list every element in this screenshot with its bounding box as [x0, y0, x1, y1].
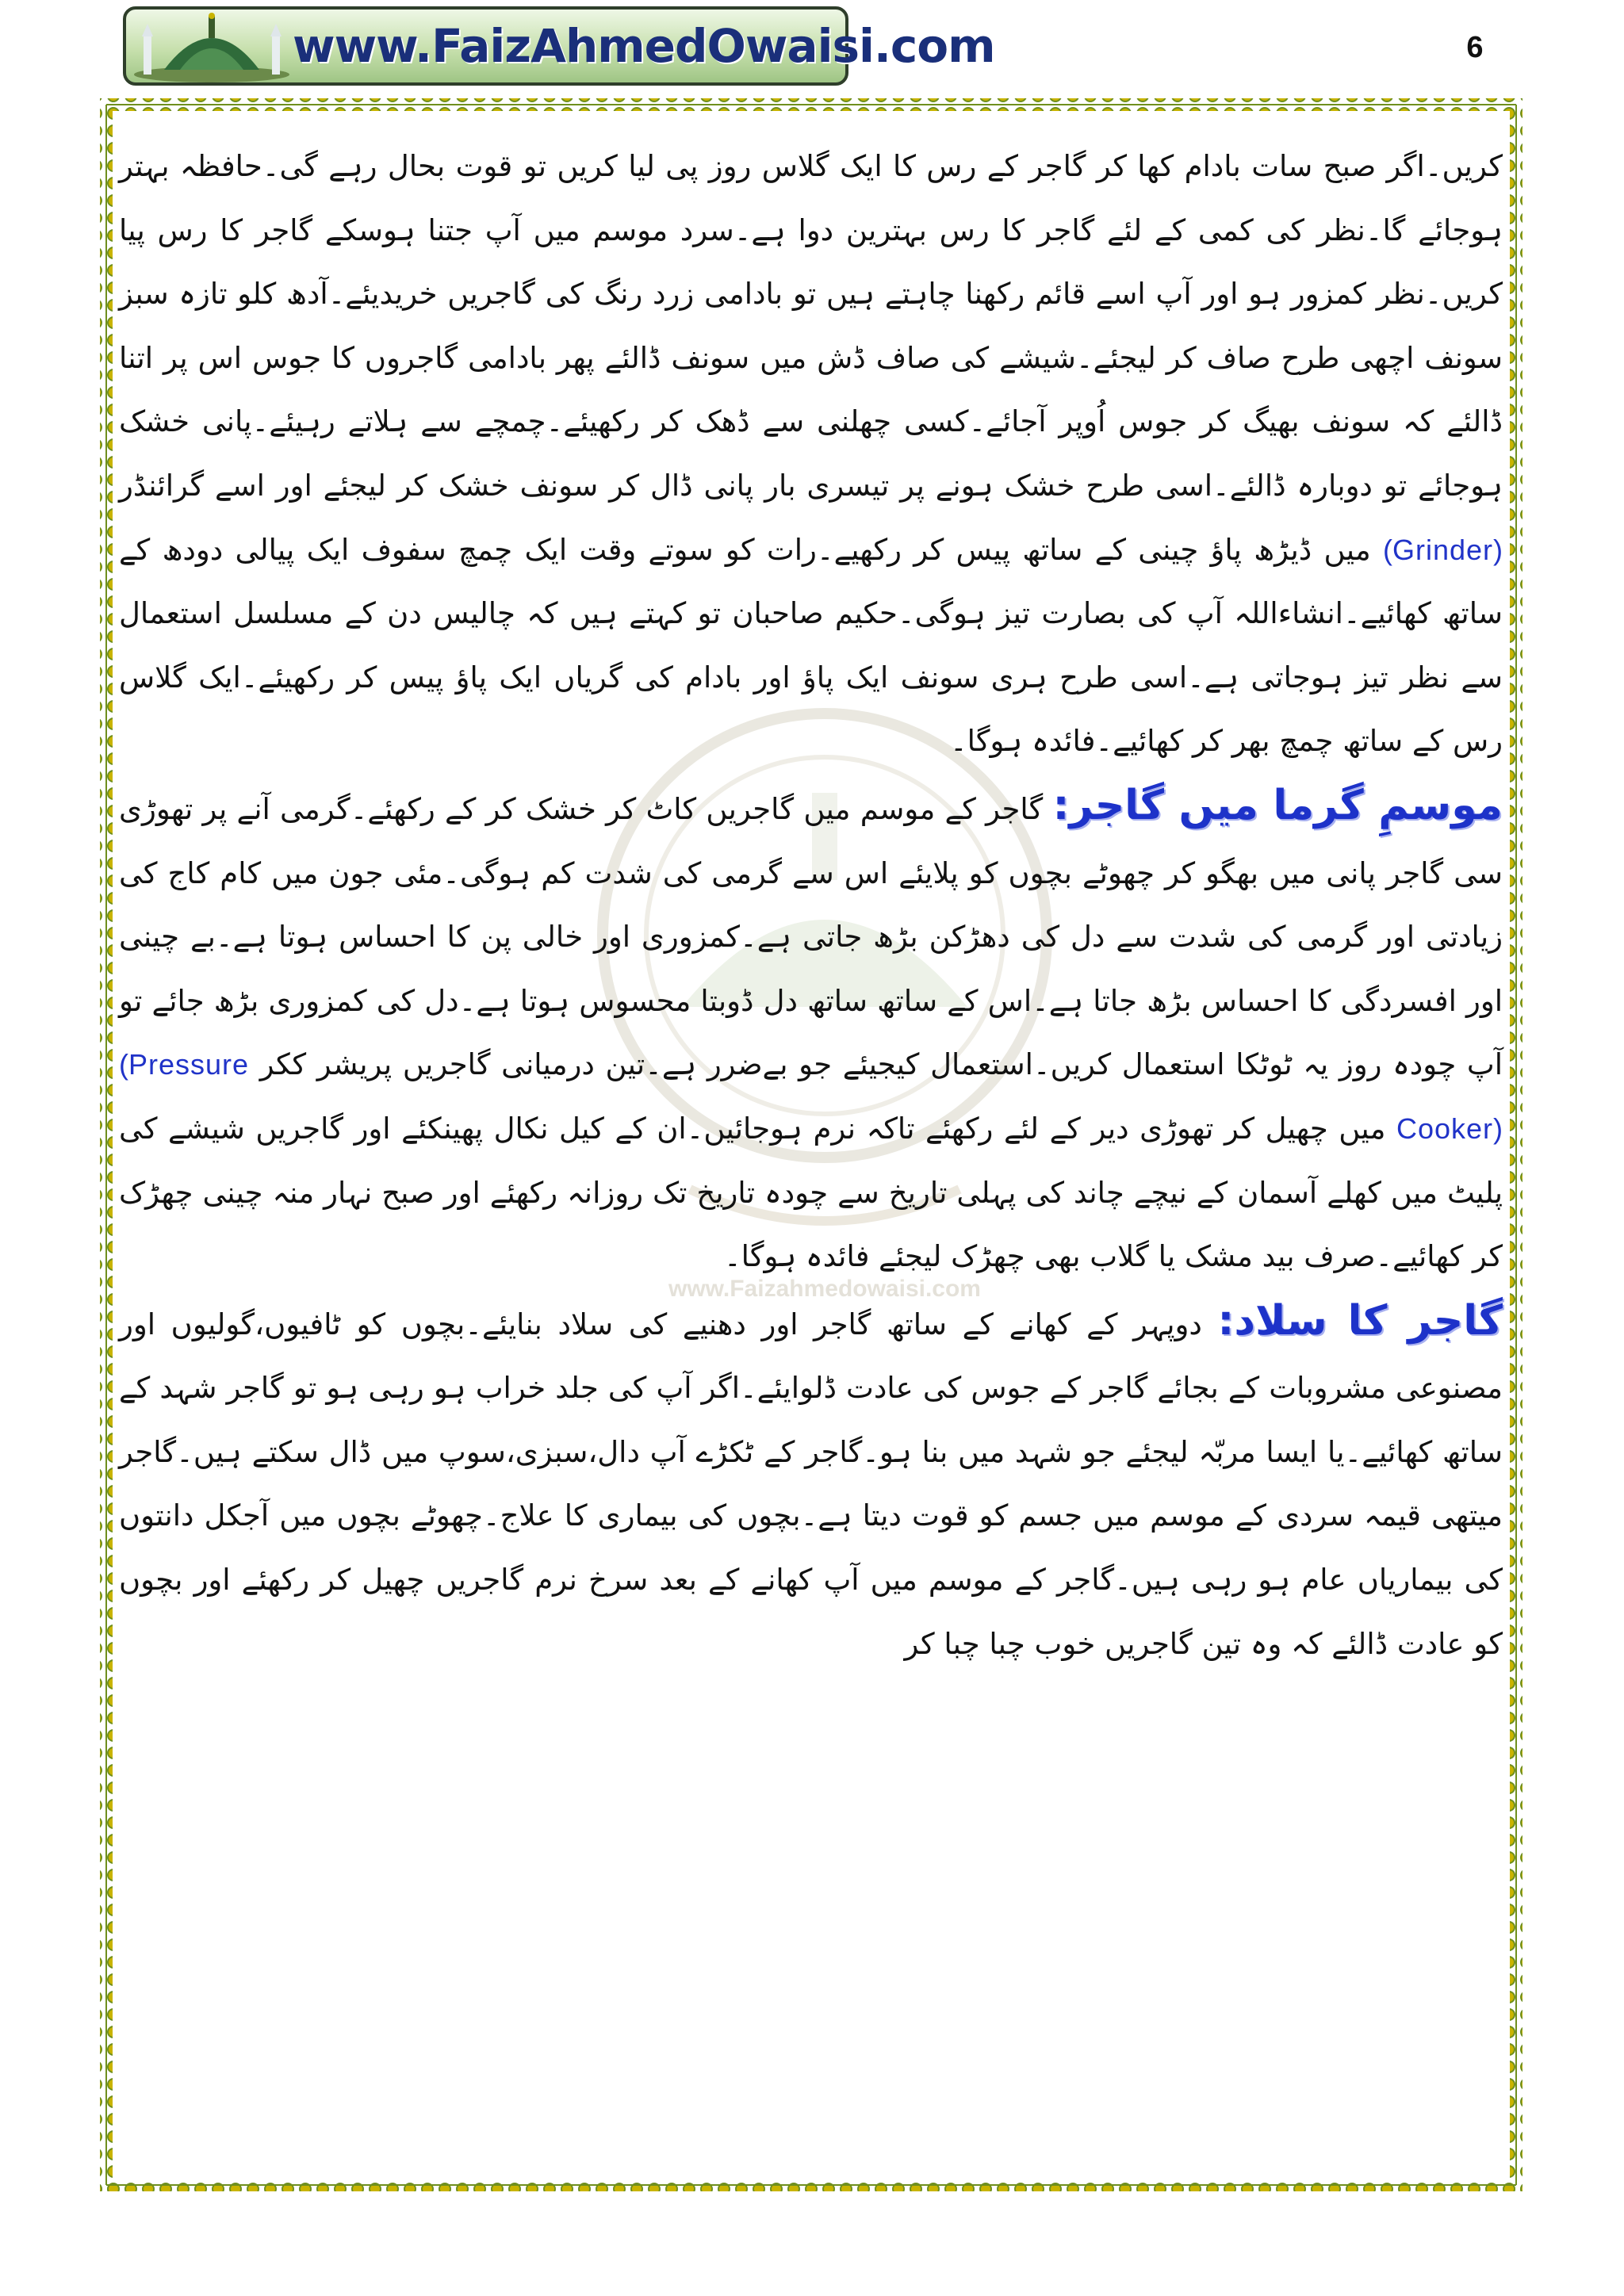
- paragraph-eyesight: [119, 135, 1503, 774]
- section-heading-carrot-salad: گاجر کا سلاد:: [1217, 1296, 1503, 1345]
- site-url[interactable]: www.FaizAhmedOwaisi.com: [293, 19, 995, 73]
- paragraph-salad: [119, 1289, 1503, 1677]
- paragraph-text: میں چھیل کر تھوڑی دیر کے لئے رکھئے تاکہ نرم ہوجائیں۔ان کے کیل نکال پھینکئے اور گاجریں شیشے کی پلیٹ میں کھلے آسمان کے نیچے چاند کی پہلی تاریخ سے چودہ تاریخ تک روزانہ رکھئے اور صبح نہار منہ چینی چھڑک کر کھائیے۔صرف بید مشک یا گلاب بھی چھڑک لیجئے فائدہ ہوگا۔: [119, 1111, 1503, 1274]
- paragraph-text: میں ڈیڑھ پاؤ چینی کے ساتھ پیس کر رکھیے۔رات کو سوتے وقت ایک چمچ سفوف ایک پیالی دودھ کے ساتھ کھائیے۔انشاءاللہ آپ کی بصارت تیز ہوگی۔حکیم صاحبان تو کہتے ہیں کہ چالیس دن کے مسلسل استعمال سے نظر تیز ہوجاتی ہے۔اسی طرح ہری سونف ایک پاؤ اور بادام کی گریاں ایک پاؤ پیس کر رکھیئے۔ایک گلاس رس کے ساتھ چمچ بھر کر کھائیے۔فائدہ ہوگا۔: [119, 532, 1503, 759]
- paragraph-summer: [119, 774, 1503, 1289]
- page-number: 6: [1466, 31, 1484, 64]
- header-banner[interactable]: [123, 6, 995, 86]
- paragraph-text: گاجر کے موسم میں گاجریں کاٹ کر خشک کر کے رکھئے۔گرمی آنے پر تھوڑی سی گاجر پانی میں بھگو کر چھوٹے بچوں کو پلایئے اس سے گرمی کی شدت کم ہوگی۔مئی جون میں کام کاج کی زیادتی اور گرمی کی شدت سے دل کی دھڑکن بڑھ جاتی ہے۔کمزوری اور خالی پن کا احساس ہوتا ہے۔بے چینی اور افسردگی کا احساس بڑھ جاتا ہے۔اس کے ساتھ ساتھ دل ڈوبتا محسوس ہوتا ہے۔دل کی کمزوری بڑھ جائے تو آپ چودہ روز یہ ٹوٹکا استعمال کریں۔استعمال کیجیئے جو بےضرر ہے۔تین درمیانی گاجریں پریشر ککر: [119, 791, 1503, 1082]
- paragraph-text: دوپہر کے کھانے کے ساتھ گاجر اور دھنیے کی سلاد بنایئے۔بچوں کو ٹافیوں،گولیوں اور مصنوعی مشروبات کے بجائے گاجر کے جوس کی عادت ڈلوایئے۔اگر آپ کی جلد خراب ہو رہی ہو تو گاجر شہد کے ساتھ کھائیے۔یا ایسا مربّہ لیجئے جو شہد میں بنا ہو۔گاجر کے ٹکڑے آپ دال،سبزی،سوپ میں ڈال سکتے ہیں۔گاجر میتھی قیمہ سردی کے موسم میں جسم کو قوت دیتا ہے۔بچوں کی بیماری کا علاج۔چھوٹے بچوں میں آجکل دانتوں کی بیماریاں عام ہو رہی ہیں۔گاجر کے موسم میں آپ کھانے کے بعد سرخ نرم گاجریں چھیل کر رکھئے اور بچوں کو عادت ڈالئے کہ وہ تین گاجریں خوب چبا چبا کر: [119, 1307, 1503, 1661]
- section-heading-summer-carrot: موسمِ گرما میں گاجر:: [1052, 781, 1503, 829]
- paragraph-text: کریں۔اگر صبح سات بادام کھا کر گاجر کے رس کا ایک گلاس روز پی لیا کریں تو قوت بحال رہے گی۔حافظہ بہتر ہوجائے گا۔نظر کی کمی کے لئے گاجر کا رس بہترین دوا ہے۔سرد موسم میں آپ جتنا ہوسکے گاجر کا رس پیا کریں۔نظر کمزور ہو اور آپ اسے قائم رکھنا چاہتے ہیں تو بادامی زرد رنگ کی گاجریں خریدیئے۔آدھ کلو تازہ سبز سونف اچھی طرح صاف کر لیجئے۔شیشے کی صاف ڈش میں سونف ڈالئے پھر بادامی گاجروں کا جوس اس پر اتنا ڈالئے کہ سونف بھیگ کر جوس اُوپر آجائے۔کسی چھلنی سے ڈھک کر رکھیئے۔چمچے سے ہلاتے رہیئے۔پانی خشک ہوجائے تو دوبارہ ڈالئے۔اسی طرح خشک ہونے پر تیسری بار پانی ڈال کر سونف خشک کر لیجئے اور اسے گرائنڈر: [119, 149, 1503, 503]
- watermark-url: www.Faizahmedowaisi.com: [668, 1276, 981, 1302]
- english-term-grinder: (Grinder): [1382, 533, 1503, 566]
- dome-logo-icon: [132, 13, 291, 81]
- article-body: [119, 135, 1503, 1676]
- english-term-pressure-cooker: (Pressure Cooker): [119, 1048, 1503, 1145]
